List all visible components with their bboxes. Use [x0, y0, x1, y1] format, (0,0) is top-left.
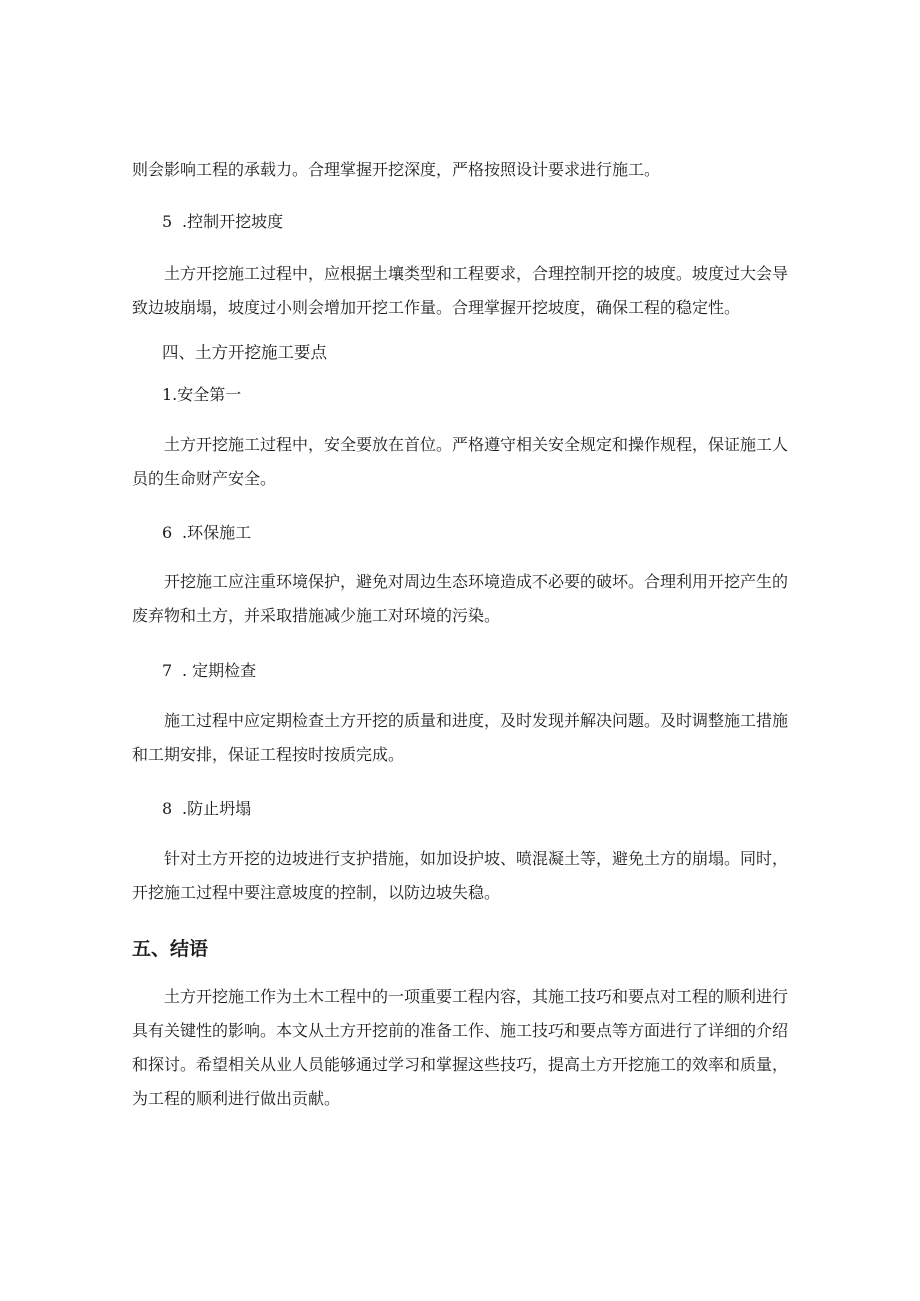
paragraph: 土方开挖施工过程中，安全要放在首位。严格遵守相关安全规定和操作规程，保证施工人员的生命财产安全。: [132, 435, 789, 488]
item-title: .防止坍塌: [182, 799, 252, 818]
item-heading-5: [162, 205, 832, 239]
item-heading-6: [162, 516, 832, 550]
item-number: 7: [162, 661, 173, 680]
paragraph-continuation: 则会影响工程的承载力。合理掌握开挖深度，严格按照设计要求进行施工。: [132, 160, 661, 179]
item-heading-1: 1.安全第一: [162, 385, 242, 404]
section-heading-4: 四、土方开挖施工要点: [162, 343, 327, 362]
item-number: 8: [162, 799, 173, 818]
paragraph: 土方开挖施工过程中，应根据土壤类型和工程要求，合理控制开挖的坡度。坡度过大会导致边坡崩塌，坡度过小则会增加开挖工作量。合理掌握开挖坡度，确保工程的稳定性。: [132, 264, 789, 317]
paragraph: 针对土方开挖的边坡进行支护措施，如加设护坡、喷混凝土等，避免土方的崩塌。同时，开挖施工过程中要注意坡度的控制，以防边坡失稳。: [132, 849, 789, 902]
item-title: .控制开挖坡度: [182, 212, 284, 231]
paragraph: 施工过程中应定期检查土方开挖的质量和进度，及时发现并解决问题。及时调整施工措施和工期安排，保证工程按时按质完成。: [132, 711, 789, 764]
item-heading-7: [162, 654, 832, 688]
item-number: 6: [162, 523, 173, 542]
paragraph: 土方开挖施工作为土木工程中的一项重要工程内容，其施工技巧和要点对工程的顺利进行具有关键性的影响。本文从土方开挖前的准备工作、施工技巧和要点等方面进行了详细的介绍和探讨。希望相关从业人员能够通过学习和掌握这些技巧，提高土方开挖施工的效率和质量，为工程的顺利进行做出贡献。: [132, 987, 789, 1108]
item-title: .环保施工: [182, 523, 252, 542]
paragraph: 开挖施工应注重环境保护，避免对周边生态环境造成不必要的破坏。合理利用开挖产生的废弃物和土方，并采取措施减少施工对环境的污染。: [132, 572, 789, 625]
section-heading-5: 五、结语: [132, 938, 209, 960]
item-heading-8: [162, 792, 832, 826]
item-title: . 定期检查: [182, 661, 257, 680]
item-number: 5: [162, 212, 173, 231]
